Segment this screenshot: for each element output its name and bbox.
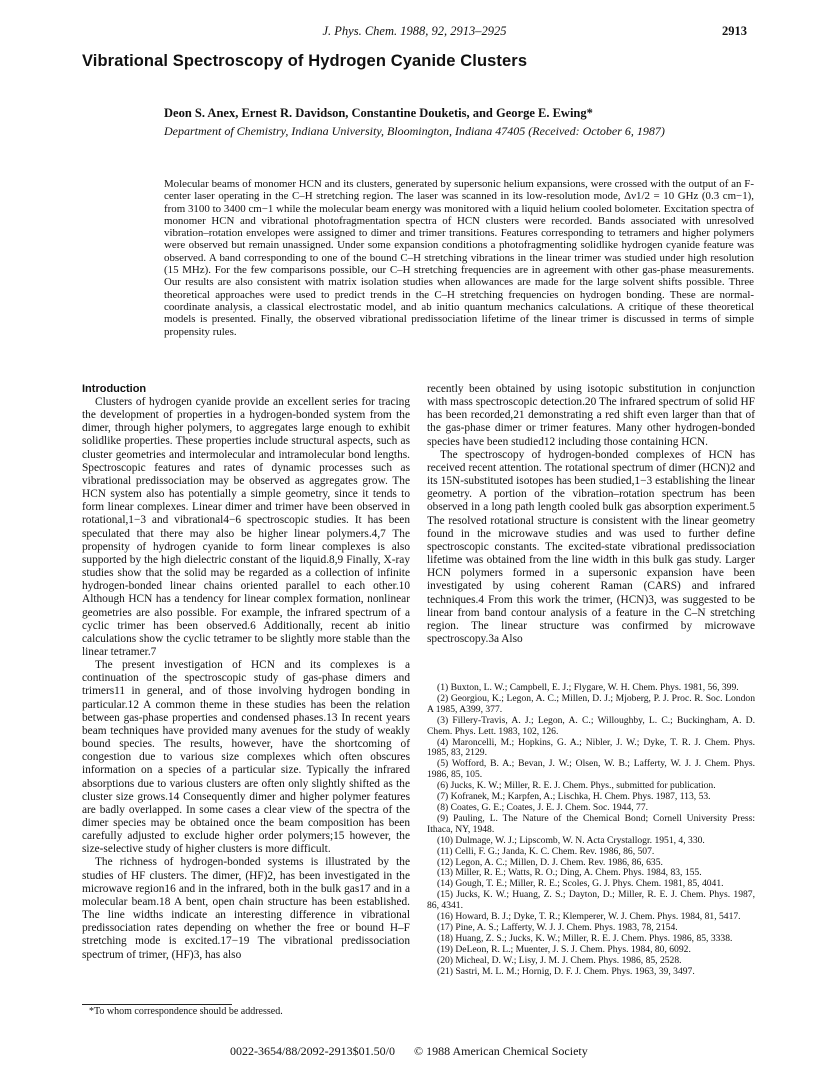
reference-item: (2) Georgiou, K.; Legon, A. C.; Millen, D. J.; Mjoberg, P. J. Proc. R. Soc. London A 1985, A399, 377. [427, 692, 755, 715]
copyright-notice: © 1988 American Chemical Society [414, 1044, 588, 1058]
reference-item: (17) Pine, A. S.; Lafferty, W. J. J. Chem. Phys. 1983, 78, 2154. [437, 921, 678, 933]
reference-item: (6) Jucks, K. W.; Miller, R. E. J. Chem. Phys., submitted for publication. [437, 780, 716, 792]
section-heading: Introduction [82, 383, 147, 395]
reference-item: (11) Celli, F. G.; Janda, K. C. Chem. Rev. 1986, 86, 507. [437, 845, 655, 857]
reference-item: (3) Fillery-Travis, A. J.; Legon, A. C.; Willoughby, L. C.; Buckingham, A. D. Chem. Phys. Lett. 1983, 102, 126. [427, 714, 755, 737]
footnote-divider [82, 1004, 232, 1005]
reference-item: (13) Miller, R. E.; Watts, R. O.; Ding, A. Chem. Phys. 1984, 83, 155. [437, 867, 702, 879]
reference-item: (16) Howard, B. J.; Dyke, T. R.; Klemperer, W. J. Chem. Phys. 1984, 81, 5417. [437, 911, 741, 923]
paragraph-continued: recently been obtained by using isotopic substitution in conjunction with mass spectroscopic detection.20 The infrared spectrum of solid HF has been recorded,21 demonstrating a red shift even larger than that of the gas-phase dimer or trimer features. Many other hydrogen-bonded species have been studied12 including those containing HCN. [427, 383, 755, 448]
reference-item: (19) DeLeon, R. L.; Muenter, J. S. J. Chem. Phys. 1984, 80, 6092. [437, 943, 691, 955]
journal-citation: J. Phys. Chem. 1988, 92, 2913–2925 [322, 24, 507, 38]
running-header [82, 24, 747, 42]
reference-item: (20) Micheal, D. W.; Lisy, J. M. J. Chem. Phys. 1986, 85, 2528. [437, 954, 682, 966]
reference-item: (18) Huang, Z. S.; Jucks, K. W.; Miller, R. E. J. Chem. Phys. 1986, 85, 3338. [437, 932, 733, 944]
author-list: Deon S. Anex, Ernest R. Davidson, Constantine Douketis, and George E. Ewing* [164, 106, 593, 120]
reference-item: (1) Buxton, L. W.; Campbell, E. J.; Flygare, W. H. Chem. Phys. 1981, 56, 399. [437, 682, 739, 693]
page-number: 2913 [722, 24, 747, 38]
reference-item: (5) Wofford, B. A.; Bevan, J. W.; Olsen, W. B.; Lafferty, W. J. J. Chem. Phys. 1986, 85, 105. [427, 758, 755, 781]
right-column [427, 383, 755, 646]
corresponding-author-footnote: *To whom correspondence should be addressed. [89, 1006, 283, 1017]
reference-item: (4) Maroncelli, M.; Hopkins, G. A.; Nibler, J. W.; Dyke, T. R. J. Chem. Phys. 1985, 83, 2129. [427, 736, 755, 759]
reference-item: (21) Sastri, M. L. M.; Hornig, D. F. J. Chem. Phys. 1963, 39, 3497. [437, 965, 695, 977]
reference-item: (10) Dulmage, W. J.; Lipscomb, W. N. Acta Crystallogr. 1951, 4, 330. [437, 834, 705, 846]
reference-item: (9) Pauling, L. The Nature of the Chemical Bond; Cornell University Press: Ithaca, NY, 1948. [427, 812, 755, 835]
left-column [82, 383, 410, 962]
reference-item: (12) Legon, A. C.; Millen, D. J. Chem. Rev. 1986, 86, 635. [437, 856, 663, 868]
affiliation: Department of Chemistry, Indiana University, Bloomington, Indiana 47405 (Received: October 6, 1987) [164, 124, 665, 138]
article-title: Vibrational Spectroscopy of Hydrogen Cyanide Clusters [82, 52, 528, 70]
paragraph: The spectroscopy of hydrogen-bonded complexes of HCN has received recent attention. The rotational spectrum of dimer (HCN)2 and its 15N-substituted isotopes has been studied,1−3 establishing the linear geometry. A portion of the vibration–rotation spectrum has been observed in a long path length cooled bulk gas absorption experiment.5 The resolved rotational structure is consistent with the linear geometry found in the microwave studies and was used to further define spectroscopic constants. The excited-state vibrational predissociation lifetime was obtained from the line width in this bulk gas study. Larger HCN polymers formed in a supersonic expansion have been investigated by using coherent Raman (CARS) and infrared techniques.4 From this work the trimer, (HCN)3, was suggested to be linear from band contour analysis of a feature in the C–N stretching region. The linear structure was confirmed by microwave spectroscopy.3a Also [427, 448, 755, 645]
abstract: Molecular beams of monomer HCN and its clusters, generated by supersonic helium expansions, were crossed with the output of an F-center laser operating in the C–H stretching region. The laser was scanned in its low-resolution mode, Δν1/2 = 10 GHz (0.3 cm−1), from 3100 to 3400 cm−1 while the molecular beam energy was monitored with a liquid helium cooled bolometer. Excitation spectra of monomer HCN and vibrational photofragmentation spectra of HCN clusters were recorded. Bands associated with unresolved vibration–rotation envelopes were assigned to dimer and trimer transitions. Features corresponding to tetramers and higher polymers were observed but remain unassigned. Under some expansion conditions a photofragmenting solidlike hydrogen cyanide feature was observed. A band corresponding to one of the bound C–H stretching vibrations in the linear trimer was studied under high resolution (15 MHz). For the few comparisons possible, our C–H stretching frequencies are in agreement with other gas-phase measurements. Our results are also consistent with matrix isolation studies when allowances are made for the large solvent shifts possible. Three theoretical approaches were used to predict trends in the C–H stretching frequencies on hydrogen bonding. These are normal-coordinate analysis, a classical electrostatic model, and ab initio quantum mechanics calculations. A critique of these theoretical models is presented. Finally, the observed vibrational predissociation lifetime of the linear trimer is discussed in terms of simple propensity rules. [164, 178, 754, 338]
paragraph: The present investigation of HCN and its complexes is a continuation of the spectroscopic study of gas-phase dimers and trimers11 in general, and of those involving hydrogen bonding in particular.12 A common theme in these studies has been the relation between gas-phase properties and condensed phases.13 In recent years beam techniques have provided many avenues for the study of weakly bound species. The results, however, have the shortcoming of congestion due to various size complexes which often obscures information on a species of a particular size. Typically the infrared absorptions due to various clusters are often only slightly shifted as the cluster size grows.14 Consequently dimer and higher polymer features are badly overlapped. In some cases a clear view of the spectra of the dimer species may be obtained once the beam composition has been carefully adjusted to exclude higher order polymers;15 however, the size-selective study of higher clusters is more difficult. [82, 659, 410, 856]
reference-list [427, 683, 755, 977]
paragraph: Clusters of hydrogen cyanide provide an excellent series for tracing the development of properties in a hydrogen-bonded system from the dimer, through higher polymers, to aggregates large enough to exhibit solidlike properties. These properties include structural aspects, such as cluster geometries and intermolecular and intramolecular bond lengths. Spectroscopic features and rates of dynamic processes such as vibrational predissociation may be observed as aggregates grow. The HCN system also has potentially a simple geometry, since it tends to form linear complexes. Linear dimer and trimer have been observed in rotational,1−3 and vibrational4−6 spectroscopic studies. It has been speculated that there may also be higher linear polymers.4,7 The propensity of hydrogen cyanide to form linear complexes is also supported by the high dielectric constant of the liquid.8,9 Finally, X-ray studies show that the solid may be regarded as a collection of infinite hydrogen-bonded linear chains oriented parallel to each other.10 Although HCN has a tendency for linear complex formation, nonlinear geometries are also possible. For example, the infrared spectrum of a cyclic trimer has been observed.6 Additionally, recent ab initio calculations show the cyclic tetramer to be slightly more stable than the linear tetramer.7 [82, 396, 410, 658]
reference-item: (7) Kofranek, M.; Karpfen, A.; Lischka, H. Chem. Phys. 1987, 113, 53. [437, 791, 711, 803]
paragraph: The richness of hydrogen-bonded systems is illustrated by the studies of HF clusters. The dimer, (HF)2, has been investigated in the microwave region16 and in the infrared, both in the bulk gas17 and in a molecular beam.18 A bent, open chain structure has been established. The line widths indicate an interesting difference in vibrational predissociation rates depending on whether the free or bound H–F stretching mode is excited.17−19 The vibrational predissociation spectrum of trimer, (HF)3, has also [82, 856, 410, 961]
publication-code: 0022-3654/88/2092-2913$01.50/0 [230, 1044, 395, 1058]
reference-item: (15) Jucks, K. W.; Huang, Z. S.; Dayton, D.; Miller, R. E. J. Chem. Phys. 1987, 86, 4341. [427, 889, 755, 912]
reference-item: (14) Gough, T. E.; Miller, R. E.; Scoles, G. J. Phys. Chem. 1981, 85, 4041. [437, 878, 724, 890]
reference-item: (8) Coates, G. E.; Coates, J. E. J. Chem. Soc. 1944, 77. [437, 801, 649, 813]
